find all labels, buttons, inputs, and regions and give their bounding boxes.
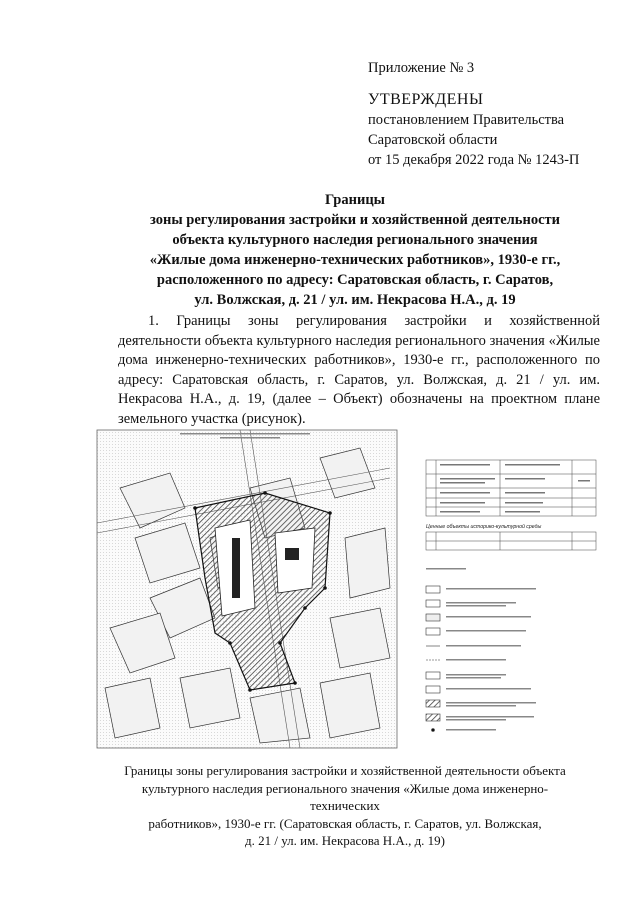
figure-caption	[110, 762, 580, 850]
paragraph-1: 1. Границы зоны регулирования застройки и хозяйственной деятельности объекта культурного наследия регионального значения «Жилые дома инженерно-технических работников», 1930-е гг., расположенного по адресу: Саратовская область, г. Саратов, ул. Волжская, д. 21 / ул. им. Некрасова Н.А., д. 19, (далее – Объект) обозначены на проектном плане земельного участка (рисунок).	[118, 313, 600, 427]
appendix-number: Приложение № 3	[368, 60, 475, 76]
title-line-2: зоны регулирования застройки и хозяйственной деятельности	[150, 212, 560, 228]
title-line-5: расположенного по адресу: Саратовская область, г. Саратов,	[156, 272, 554, 288]
title-line-4: «Жилые дома инженерно-технических работников», 1930-е гг.,	[149, 252, 561, 268]
approval-line-2: Саратовской области	[368, 132, 498, 148]
title-line-3: объекта культурного наследия регионального значения	[172, 232, 538, 248]
title-line-1: Границы	[324, 192, 385, 208]
object-table	[426, 460, 596, 516]
caption-line-2: культурного наследия регионального значения «Жилые дома инженерно-технических	[141, 780, 549, 813]
caption-line-1: Границы зоны регулирования застройки и хозяйственной деятельности объекта	[124, 763, 566, 778]
legend-valuable-objects-title: Ценные объекты историко-культурной среды	[426, 524, 542, 530]
site-plan-figure	[90, 428, 602, 750]
approved-label: УТВЕРЖДЕНЫ	[368, 91, 484, 108]
caption-line-4: д. 21 / ул. им. Некрасова Н.А., д. 19)	[244, 833, 446, 848]
title-line-6: ул. Волжская, д. 21 / ул. им. Некрасова Н.А., д. 19	[194, 292, 516, 308]
document-title	[80, 190, 630, 310]
approval-line-1: постановлением Правительства	[368, 112, 565, 128]
caption-line-3: работников», 1930-е гг. (Саратовская область, г. Саратов, ул. Волжская,	[148, 815, 542, 831]
approval-block	[368, 58, 618, 170]
approval-line-3: от 15 декабря 2022 года № 1243-П	[368, 152, 580, 168]
body-paragraph	[118, 312, 600, 429]
map-legend	[426, 586, 440, 732]
